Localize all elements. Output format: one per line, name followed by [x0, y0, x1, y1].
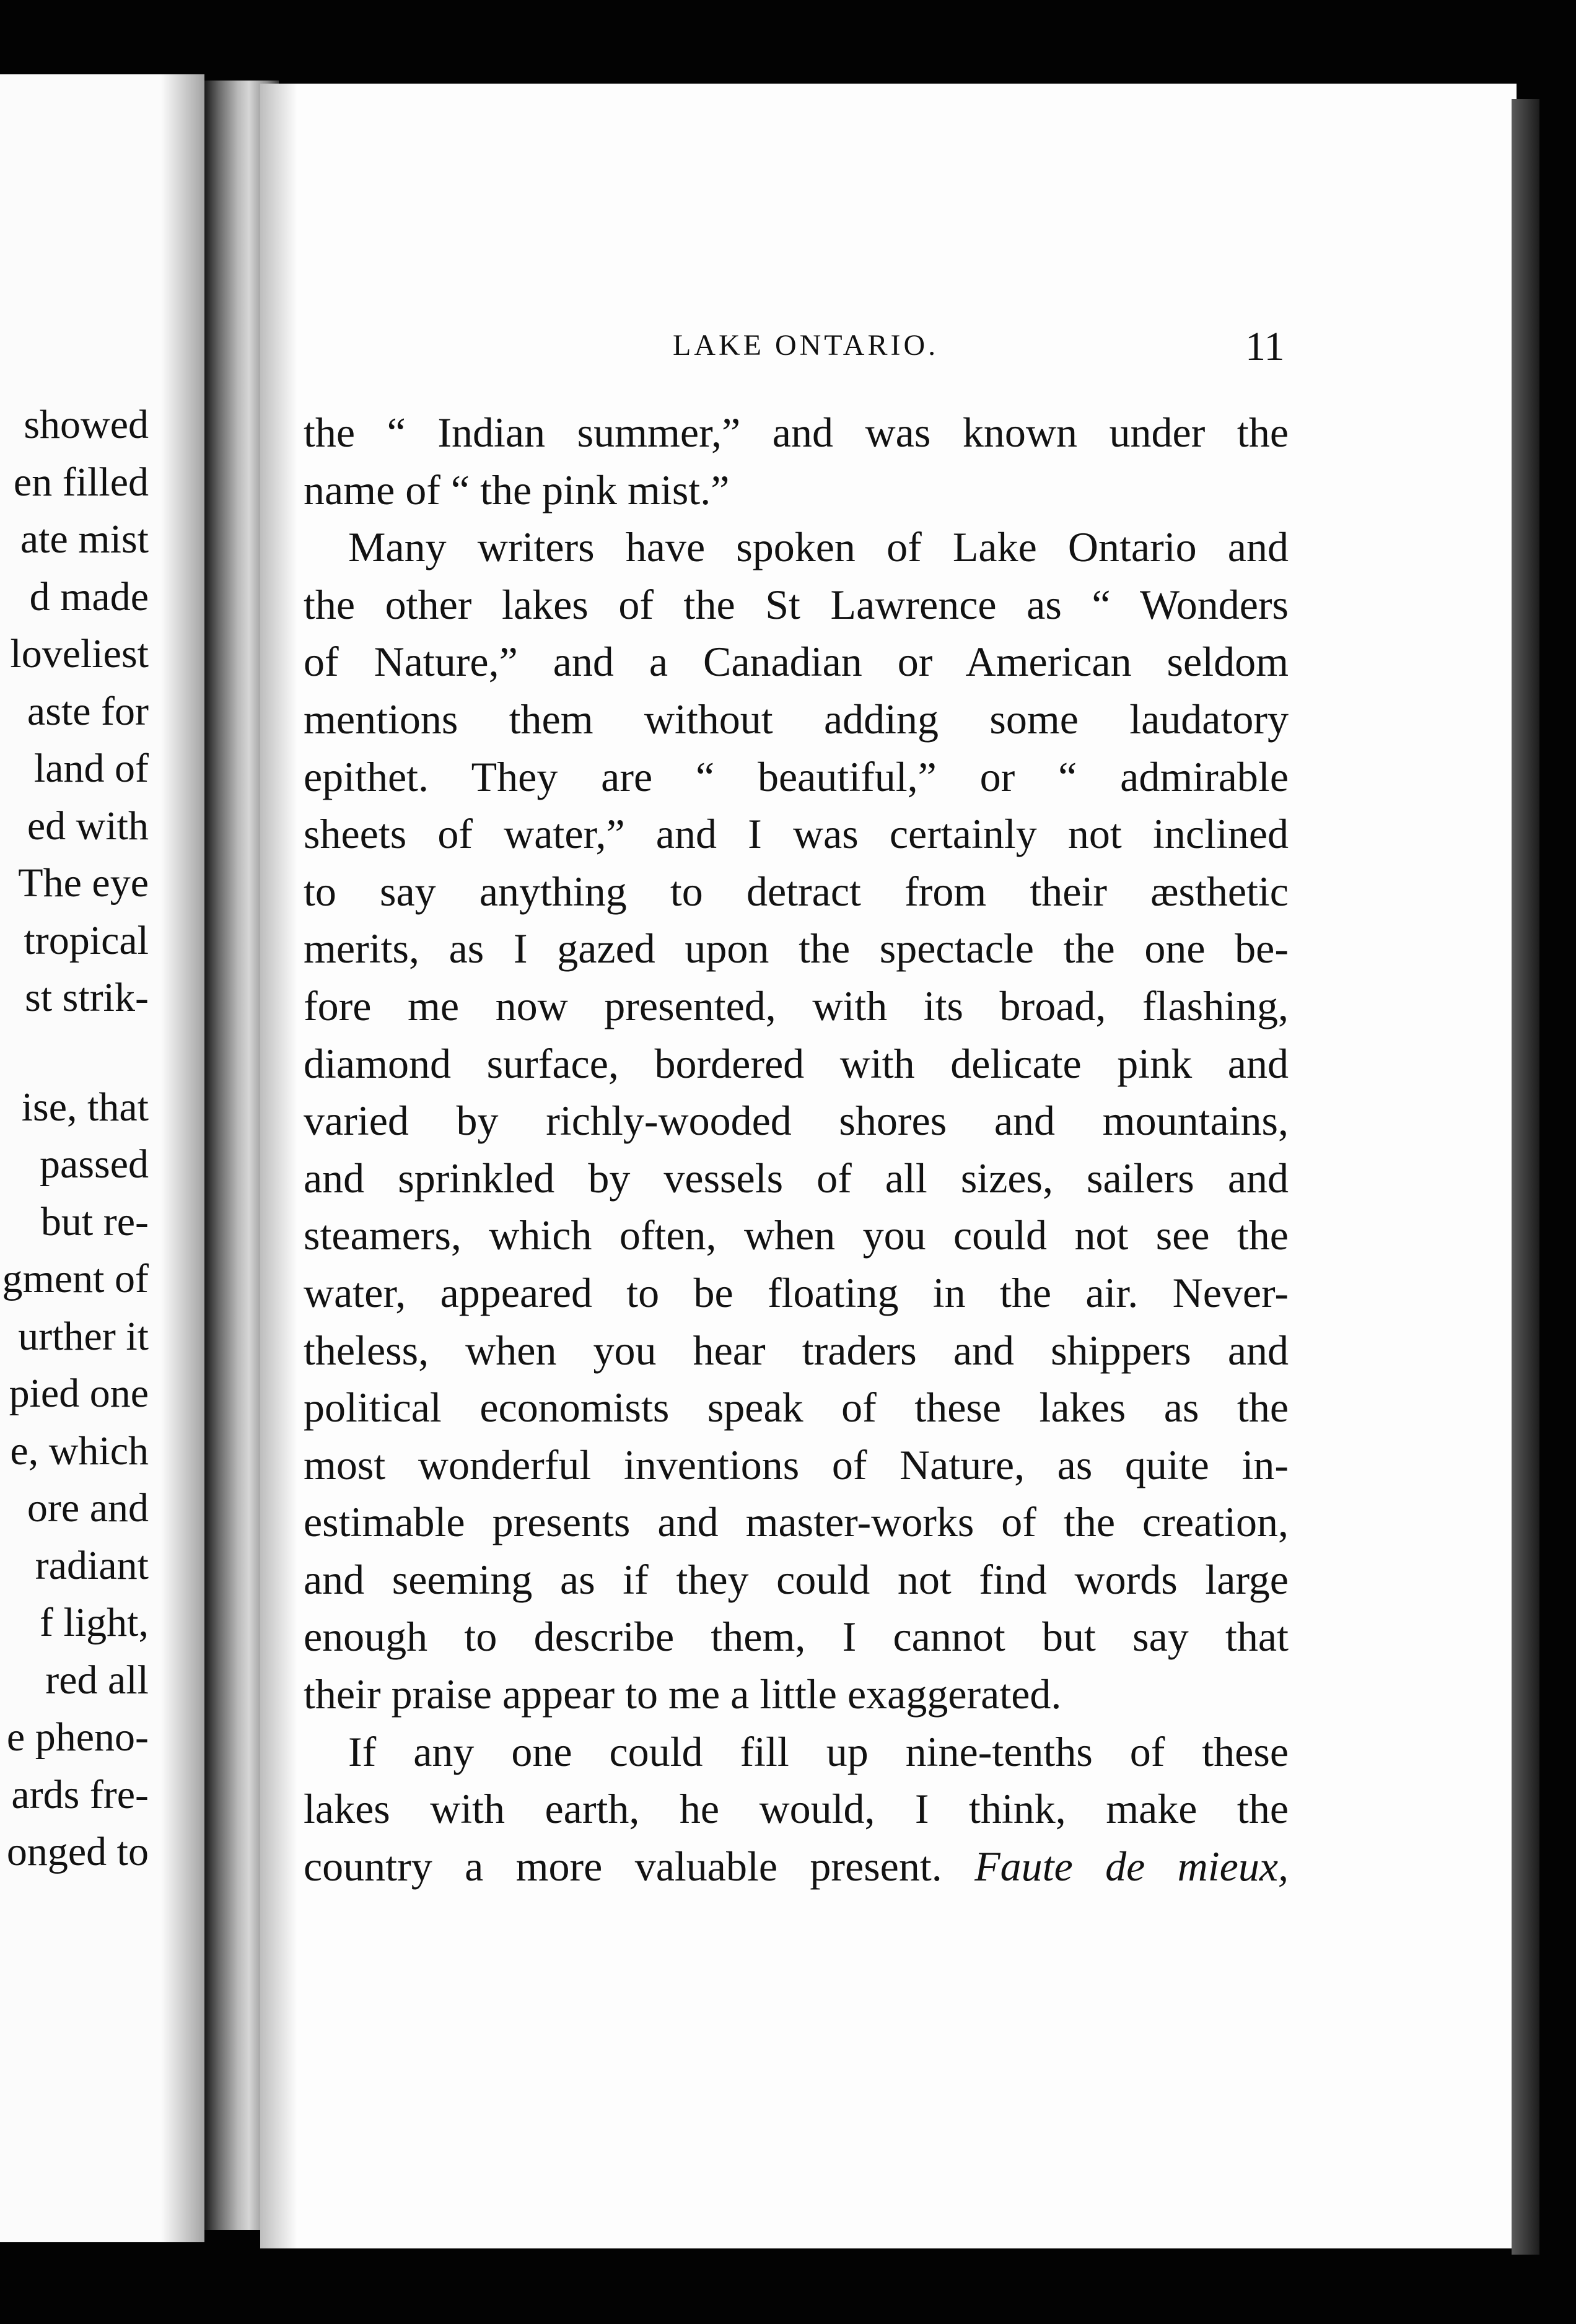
facing-line: ise, that — [21, 1084, 149, 1130]
facing-line: aste for — [27, 688, 149, 734]
facing-line: ate mist — [20, 517, 149, 562]
facing-line: en filled — [13, 459, 149, 505]
facing-line: f light, — [40, 1600, 149, 1645]
text-line: and sprinkled by vessels of all sizes, sailers and — [304, 1154, 1289, 1202]
text-line: to say anything to detract from their æsthetic — [304, 867, 1289, 915]
facing-line: d made — [29, 574, 149, 619]
italic-phrase: Faute de mieux, — [974, 1842, 1289, 1890]
text-line: lakes with earth, he would, I think, make the — [304, 1785, 1289, 1833]
gutter-shadow — [161, 74, 204, 2242]
facing-line: radiant — [35, 1542, 149, 1588]
facing-line: e pheno- — [6, 1715, 149, 1760]
facing-line: pied one — [9, 1371, 149, 1416]
facing-page — [0, 74, 204, 2242]
final-line-roman: country a more valuable present. — [304, 1842, 942, 1890]
text-line: name of “ the pink mist.” — [304, 466, 730, 513]
text-line: and seeming as if they could not find words large — [304, 1555, 1289, 1603]
running-head: LAKE ONTARIO. — [673, 329, 939, 362]
text-line: political economists speak of these lakes as the — [304, 1384, 1289, 1431]
facing-line: ards fre- — [11, 1771, 149, 1817]
text-line: mentions them without adding some laudatory — [304, 695, 1289, 743]
page-edge-shadow — [260, 84, 297, 2248]
text-line: their praise appear to me a little exaggerated. — [304, 1671, 1062, 1718]
text-line: merits, as I gazed upon the spectacle the one be- — [304, 925, 1289, 972]
page-stack-edge — [1512, 99, 1539, 2255]
text-line: the other lakes of the St Lawrence as “ Wonders — [304, 580, 1289, 628]
paragraph-first-line: If any one could fill up nine-tenths of these — [348, 1728, 1289, 1775]
facing-line: st strik- — [25, 975, 149, 1020]
text-line: most wonderful inventions of Nature, as quite in- — [304, 1441, 1289, 1488]
facing-page-text — [0, 396, 149, 1881]
facing-line: passed — [40, 1142, 149, 1187]
facing-line: e, which — [10, 1428, 149, 1474]
facing-line: red all — [45, 1657, 149, 1703]
text-line: enough to describe them, I cannot but say that — [304, 1613, 1289, 1661]
facing-line: ore and — [27, 1485, 149, 1531]
page-number: 11 — [1245, 324, 1285, 369]
text-line: fore me now presented, with its broad, flashing, — [304, 982, 1289, 1029]
text-line: epithet. They are “ beautiful,” or “ admirable — [304, 753, 1289, 800]
facing-line: but re- — [40, 1199, 149, 1244]
text-line: the “ Indian summer,” and was known under the — [304, 409, 1289, 456]
text-line: diamond surface, bordered with delicate pink and — [304, 1039, 1289, 1087]
text-line: sheets of water,” and I was certainly not inclined — [304, 810, 1289, 858]
text-line: theless, when you hear traders and shippers and — [304, 1326, 1289, 1374]
facing-line: The eye — [18, 860, 149, 906]
page-body — [304, 404, 1289, 1895]
paragraph-first-line: Many writers have spoken of Lake Ontario and — [348, 523, 1289, 571]
facing-line: showed — [24, 402, 149, 447]
facing-line: tropical — [24, 917, 149, 963]
facing-line: land of — [33, 746, 149, 791]
facing-line: gment of — [2, 1256, 149, 1301]
facing-line: loveliest — [10, 631, 149, 676]
facing-line: onged to — [6, 1829, 149, 1874]
facing-line: ed with — [27, 803, 149, 849]
facing-blank-line — [0, 1027, 149, 1079]
text-line: steamers, which often, when you could not see the — [304, 1212, 1289, 1259]
text-line: estimable presents and master-works of the creation, — [304, 1498, 1289, 1546]
text-line: water, appeared to be floating in the air. Never- — [304, 1269, 1289, 1316]
final-text-line — [304, 1838, 1289, 1895]
facing-line: urther it — [18, 1313, 149, 1359]
text-line: of Nature,” and a Canadian or American seldom — [304, 638, 1289, 686]
text-line: varied by richly-wooded shores and mountains, — [304, 1097, 1289, 1145]
